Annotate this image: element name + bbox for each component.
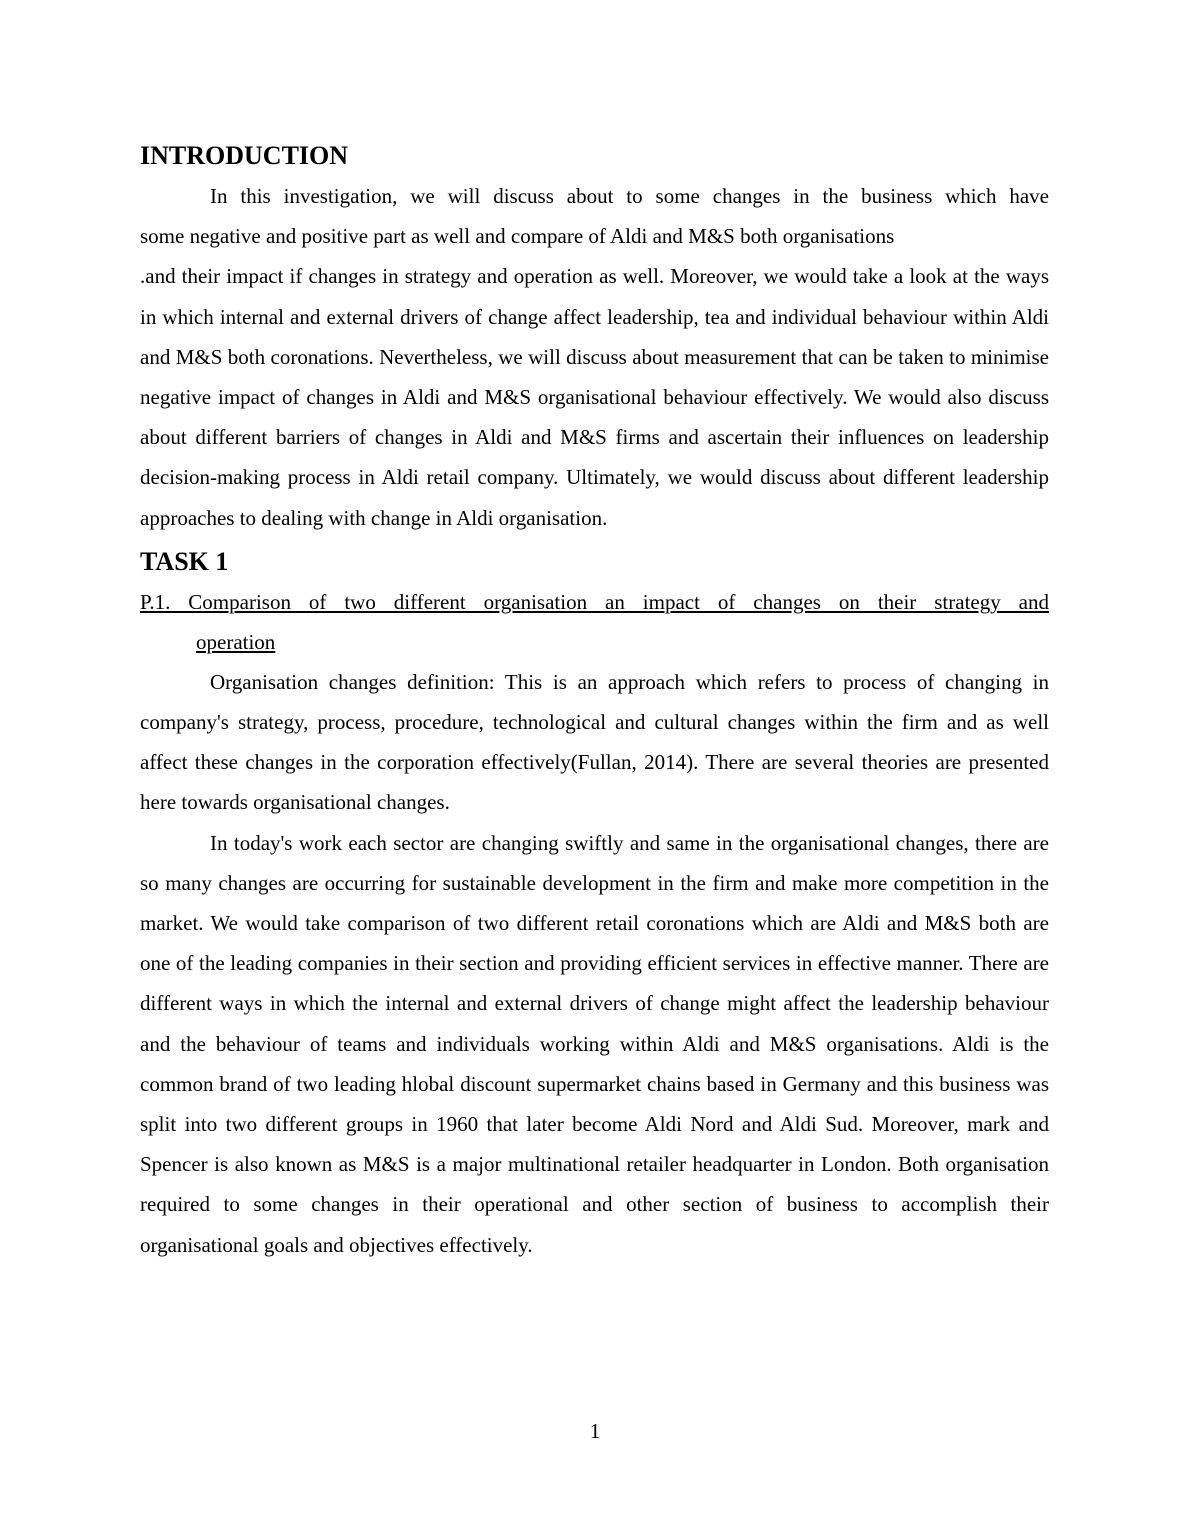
subheading-line-2: operation xyxy=(196,629,276,654)
subheading-line-1: P.1. Comparison of two different organisation an impact of changes on their strategy and xyxy=(140,589,1049,614)
introduction-paragraph xyxy=(140,176,1049,538)
comparison-paragraph: In today's work each sector are changing swiftly and same in the organisational changes, there are so many changes are occurring for sustainable development in the firm and make more competition in the market. We would take comparison of two different retail coronations which are Aldi and M&S both are one of the leading companies in their section and providing efficient services in effective manner. There are different ways in which the internal and external drivers of change might affect the leadership behaviour and the behaviour of teams and individuals working within Aldi and M&S organisations. Aldi is the common brand of two leading hlobal discount supermarket chains based in Germany and this business was split into two different groups in 1960 that later become Aldi Nord and Aldi Sud. Moreover, mark and Spencer is also known as M&S is a major multinational retailer headquarter in London. Both organisation required to some changes in their operational and other section of business to accomplish their organisational goals and objectives effectively. xyxy=(140,830,1049,1257)
task-heading: TASK 1 xyxy=(140,546,229,576)
intro-line-2: some negative and positive part as well and compare of Aldi and M&S both organisations xyxy=(140,224,895,249)
introduction-heading: INTRODUCTION xyxy=(140,141,349,170)
definition-paragraph: Organisation changes definition: This is an approach which refers to process of changing in company's strategy, process, procedure, technological and cultural changes within the firm and as well affect these changes in the corporation effectively(Fullan, 2014). There are several theories are presented here towards organisational changes. xyxy=(140,669,1049,815)
page-content xyxy=(140,136,1049,1265)
page-number: 1 xyxy=(589,1419,601,1443)
intro-rest: .and their impact if changes in strategy and operation as well. Moreover, we would take a look at the ways in which internal and external drivers of change affect leadership, tea and individual behaviour within Aldi and M&S both coronations. Nevertheless, we will discuss about measurement that can be taken to minimise negative impact of changes in Aldi and M&S organisational behaviour effectively. We would also discuss about different barriers of changes in Aldi and M&S firms and ascertain their influences on leadership decision-making process in Aldi retail company. Ultimately, we would discuss about different leadership approaches to dealing with change in Aldi organisation. xyxy=(140,264,1049,530)
intro-line-1: In this investigation, we will discuss about to some changes in the business which have xyxy=(210,184,1049,208)
